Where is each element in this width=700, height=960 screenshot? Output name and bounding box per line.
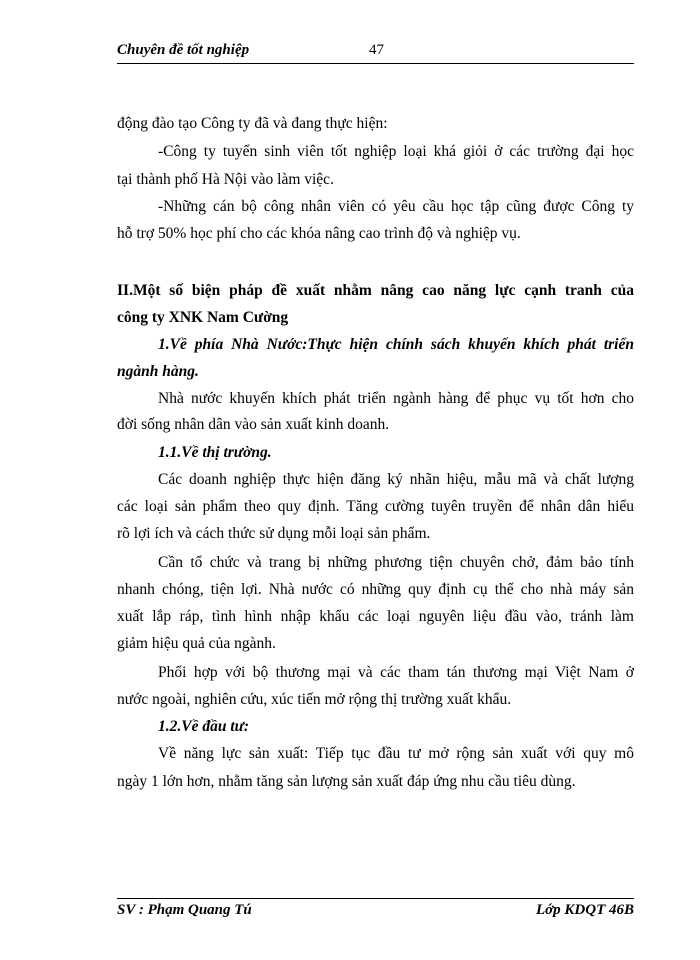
paragraph-line: rõ lợi ích và cách thức sử dụng mỗi loại sản phẩm. (117, 525, 431, 542)
paragraph-line: tại thành phố Hà Nội vào làm việc. (117, 171, 334, 188)
footer-class: Lớp KDQT 46B (535, 902, 634, 918)
paragraph-line: hỗ trợ 50% học phí cho các khóa nâng cao trình độ và nghiệp vụ. (117, 225, 521, 242)
paragraph-line: ngày 1 lớn hơn, nhằm tăng sản lượng sản xuất đáp ứng nhu cầu tiêu dùng. (117, 773, 576, 790)
paragraph-line: Phối hợp với bộ thương mại và các tham tán thương mại Việt Nam ở (158, 664, 634, 681)
paragraph-line: nước ngoài, nghiên cứu, xúc tiến mở rộng thị trường xuất khẩu. (117, 691, 512, 708)
paragraph-line: Nhà nước khuyến khích phát triển ngành hàng để phục vụ tốt hơn cho (158, 390, 634, 407)
paragraph-line: nhanh chóng, tiện lợi. Nhà nước có những quy định cụ thể cho nhà máy sản (117, 581, 634, 598)
paragraph-line: Cần tổ chức và trang bị những phương tiện chuyên chở, đảm bảo tính (158, 554, 634, 571)
paragraph-line: giảm hiệu quả của ngành. (117, 635, 276, 652)
paragraph-line: xuất lắp ráp, tình hình nhập khẩu các loại nguyên liệu đầu vào, tránh làm (117, 608, 634, 625)
paragraph-line: đời sống nhân dân vào sản xuất kinh doanh. (117, 416, 390, 433)
subsection-heading: 1.1.Về thị trường. (158, 444, 272, 461)
header-title: Chuyên đề tốt nghiệp (117, 42, 250, 58)
header-divider (117, 63, 634, 64)
subsection-heading: 1.Về phía Nhà Nước:Thực hiện chính sách khuyến khích phát triển (158, 336, 634, 353)
section-heading: II.Một số biện pháp đề xuất nhằm nâng cao năng lực cạnh tranh của (117, 282, 634, 299)
paragraph-line: Về năng lực sản xuất: Tiếp tục đầu tư mở rộng sản xuất với quy mô (158, 745, 634, 762)
subsection-heading: ngành hàng. (117, 363, 199, 380)
subsection-heading: 1.2.Về đầu tư: (158, 718, 250, 735)
paragraph-line: động đào tạo Công ty đã và đang thực hiện: (117, 115, 388, 132)
paragraph-line: các loại sản phẩm theo quy định. Tăng cường tuyên truyền để nhân dân hiểu (117, 498, 634, 515)
paragraph-line: Các doanh nghiệp thực hiện đăng ký nhãn hiệu, mẫu mã và chất lượng (158, 471, 634, 488)
page-header (117, 42, 634, 64)
section-heading: công ty XNK Nam Cường (117, 309, 289, 326)
footer-student: SV : Phạm Quang Tú (117, 902, 252, 918)
page-number: 47 (369, 42, 384, 58)
footer-divider (117, 898, 634, 899)
paragraph-line: -Công ty tuyển sinh viên tốt nghiệp loại khá giỏi ở các trường đại học (158, 143, 634, 160)
paragraph-line: -Những cán bộ công nhân viên có yêu cầu học tập cũng được Công ty (158, 198, 634, 215)
